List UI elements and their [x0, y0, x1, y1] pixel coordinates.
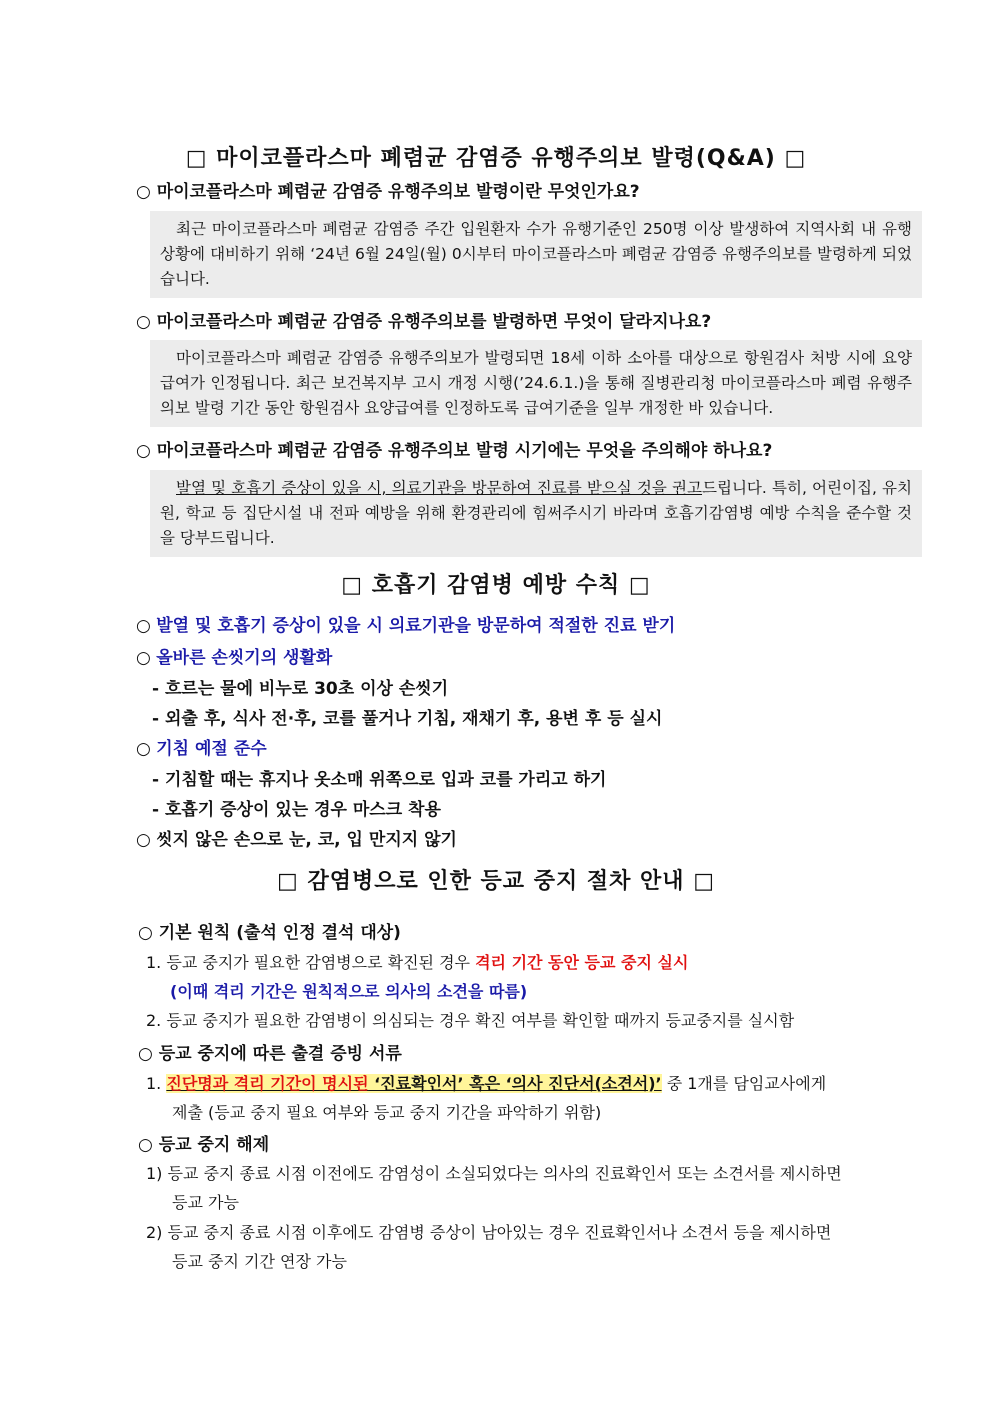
prevention-line-1: ○ 발열 및 호흡기 증상이 있을 시 의료기관을 방문하여 적절한 진료 받기 [136, 616, 676, 636]
release-item-1-cont: 등교 가능 [172, 1193, 239, 1212]
documents-heading: ○ 등교 중지에 따른 출결 증빙 서류 [138, 1044, 402, 1064]
prevention-line-7: - 호흡기 증상이 있는 경우 마스크 착용 [152, 800, 441, 820]
answer-2: 마이코플라스마 폐렴균 감염증 유행주의보가 발령되면 18세 이하 소아를 대상으로 항원검사 처방 시에 요양급여가 인정됩니다. 최근 보건복지부 고시 개정 시행(’24.6.1.)을 통해 질병관리청 마이코플라스마 폐렴 유행주의보 발령 기간 동안 항원검사 요양급여를 인정하도록 급여기준을 일부 개정한 바 있습니다. [150, 340, 922, 427]
prevention-line-3: - 흐르는 물에 비누로 30초 이상 손씻기 [152, 679, 449, 699]
answer-1: 최근 마이코플라스마 폐렴균 감염증 주간 입원환자 수가 유행기준인 250명 이상 발생하여 지역사회 내 유행상황에 대비하기 위해 ‘24년 6월 24일(월) 0시부터 마이코플라스마 폐렴균 감염증 유행주의보를 발령하게 되었습니다. [150, 211, 922, 298]
prevention-line-4: - 외출 후, 식사 전·후, 코를 풀거나 기침, 재채기 후, 용변 후 등 실시 [152, 709, 663, 729]
suspension-title: □ 감염병으로 인한 등교 중지 절차 안내 □ [277, 869, 715, 894]
question-1: ○ 마이코플라스마 폐렴균 감염증 유행주의보 발령이란 무엇인가요? [136, 182, 640, 202]
prevention-line-2: ○ 올바른 손씻기의 생활화 [136, 648, 333, 668]
documents-item-1: 1. 진단명과 격리 기간이 명시된 ‘진료확인서’ 혹은 ‘의사 진단서(소견서)’ 중 1개를 담임교사에게 [146, 1074, 827, 1093]
release-item-2: 2) 등교 중지 종료 시점 이후에도 감염병 증상이 남아있는 경우 진료확인서나 소견서 등을 제시하면 [146, 1223, 832, 1242]
prevention-line-5: ○ 기침 예절 준수 [136, 739, 267, 759]
basic-item-1: 1. 등교 중지가 필요한 감염병으로 확진된 경우 격리 기간 동안 등교 중지 실시 [146, 953, 689, 972]
basic-item-1-note: (이때 격리 기간은 원칙적으로 의사의 소견을 따름) [170, 982, 528, 1001]
answer-3-rest: 드립니다. 특히, 어린이집, 유치원, 학교 등 집단시설 내 전파 예방을 위해 환경관리에 힘써주시기 바라며 호흡기감염병 예방 수칙을 준수할 것을 당부드립니다. [160, 479, 912, 547]
answer-3 [150, 470, 922, 557]
prevention-line-8: ○ 씻지 않은 손으로 눈, 코, 입 만지지 않기 [136, 830, 457, 850]
question-2: ○ 마이코플라스마 폐렴균 감염증 유행주의보를 발령하면 무엇이 달라지나요? [136, 312, 712, 332]
answer-3-underlined: 발열 및 호흡기 증상이 있을 시, 의료기관을 방문하여 진료를 받으실 것을 권고 [176, 479, 703, 497]
release-item-2-cont: 등교 중지 기간 연장 가능 [172, 1252, 347, 1271]
documents-item-1-cont: 제출 (등교 중지 필요 여부와 등교 중지 기간을 파악하기 위함) [172, 1103, 602, 1122]
release-item-1: 1) 등교 중지 종료 시점 이전에도 감염성이 소실되었다는 의사의 진료확인서 또는 소견서를 제시하면 [146, 1164, 842, 1183]
qa-title: □ 마이코플라스마 폐렴균 감염증 유행주의보 발령(Q&A) □ [185, 146, 807, 171]
prevention-title: □ 호흡기 감염병 예방 수칙 □ [341, 573, 651, 598]
basic-principle-heading: ○ 기본 원칙 (출석 인정 결석 대상) [138, 923, 401, 943]
question-3: ○ 마이코플라스마 폐렴균 감염증 유행주의보 발령 시기에는 무엇을 주의해야 하나요? [136, 441, 773, 461]
release-heading: ○ 등교 중지 해제 [138, 1135, 270, 1155]
prevention-line-6: - 기침할 때는 휴지나 옷소매 위쪽으로 입과 코를 가리고 하기 [152, 770, 607, 790]
basic-item-2: 2. 등교 중지가 필요한 감염병이 의심되는 경우 확진 여부를 확인할 때까지 등교중지를 실시함 [146, 1011, 795, 1030]
